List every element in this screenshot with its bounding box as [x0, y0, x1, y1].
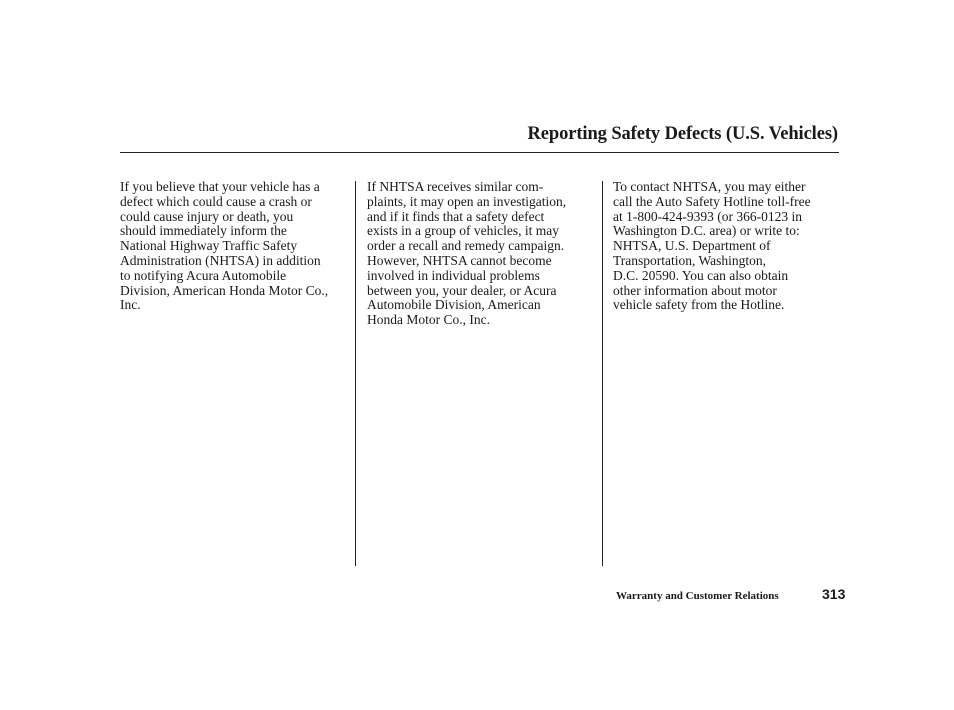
paragraph-line: To contact NHTSA, you may either [613, 179, 806, 194]
paragraph-line: Automobile Division, American [367, 297, 541, 313]
paragraph-line: involved in individual problems [367, 267, 540, 283]
paragraph-line: plaints, it may open an investigation, [367, 193, 567, 209]
paragraph-line: Inc. [120, 297, 141, 313]
column-divider [602, 181, 603, 566]
paragraph-line: and if it finds that a safety defect [367, 208, 545, 224]
paragraph-line: other information about motor [613, 282, 777, 298]
paragraph-line: If you believe that your vehicle has a [120, 179, 320, 194]
paragraph-line: However, NHTSA cannot become [367, 252, 552, 268]
paragraph-line: defect which could cause a crash or [120, 193, 312, 209]
paragraph-line: vehicle safety from the Hotline. [613, 297, 785, 313]
page-number: 313 [822, 586, 846, 602]
paragraph-line: should immediately inform the [120, 223, 287, 239]
paragraph-line: Honda Motor Co., Inc. [367, 312, 490, 328]
paragraph-line: order a recall and remedy campaign. [367, 238, 565, 254]
text-column-2 [367, 180, 597, 328]
paragraph-line: at 1-800-424-9393 (or 366-0123 in [613, 208, 802, 224]
title-divider [120, 152, 839, 153]
paragraph-line: between you, your dealer, or Acura [367, 282, 557, 298]
page-title: Reporting Safety Defects (U.S. Vehicles) [527, 124, 838, 144]
footer-section-title: Warranty and Customer Relations [616, 590, 779, 602]
paragraph-line: call the Auto Safety Hotline toll-free [613, 193, 811, 209]
paragraph-line: could cause injury or death, you [120, 208, 294, 224]
text-column-1 [120, 180, 350, 313]
paragraph-line: Transportation, Washington, [613, 252, 767, 268]
paragraph-line: exists in a group of vehicles, it may [367, 223, 559, 239]
column-divider [355, 181, 356, 566]
paragraph-line: D.C. 20590. You can also obtain [613, 267, 789, 283]
text-column-3 [613, 180, 843, 313]
paragraph-line: If NHTSA receives similar com- [367, 179, 544, 194]
paragraph-line: Washington D.C. area) or write to: [613, 223, 800, 239]
paragraph-line: Administration (NHTSA) in addition [120, 252, 321, 268]
paragraph-line: NHTSA, U.S. Department of [613, 238, 771, 254]
paragraph-line: Division, American Honda Motor Co., [120, 282, 329, 298]
paragraph-line: National Highway Traffic Safety [120, 238, 298, 254]
paragraph-line: to notifying Acura Automobile [120, 267, 287, 283]
